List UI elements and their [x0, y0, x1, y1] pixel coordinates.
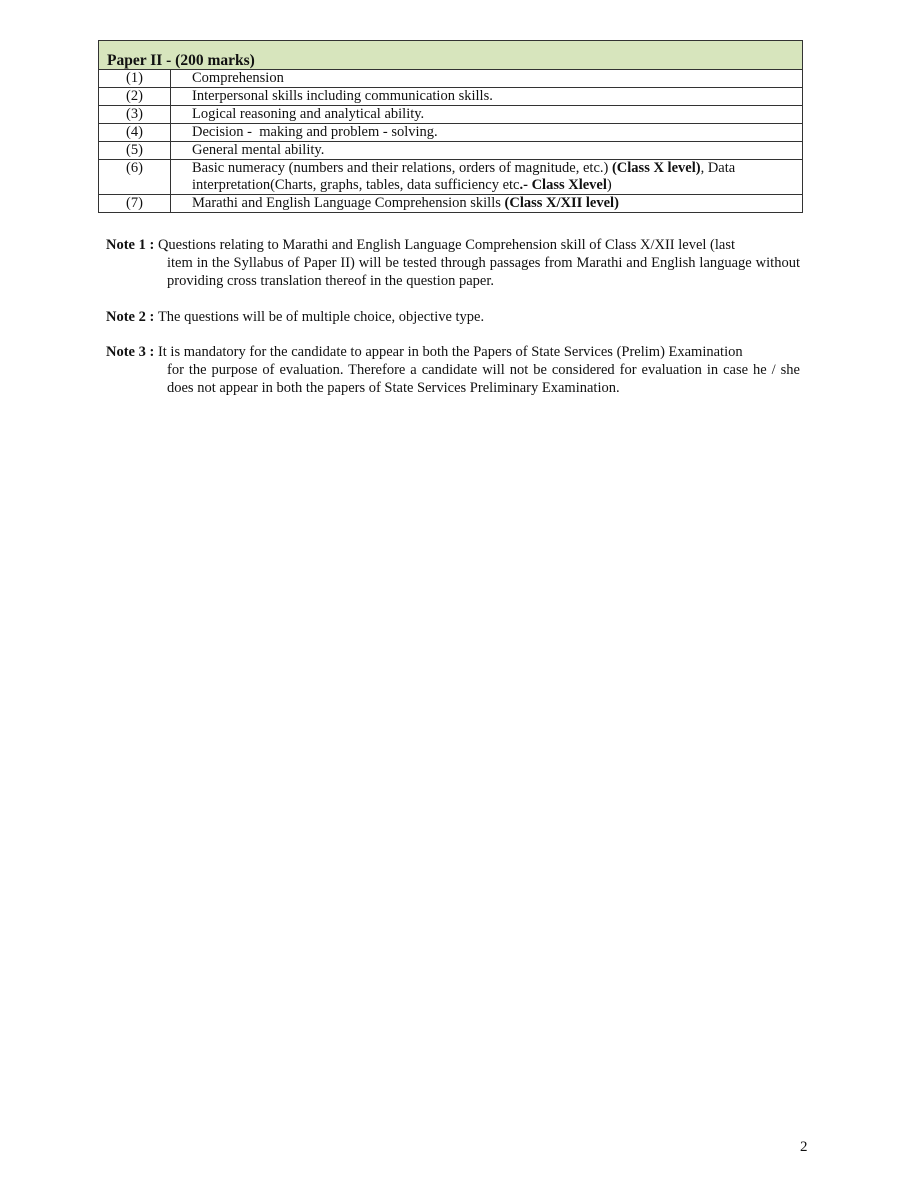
row-text-part: , Data interpretation(Charts, graphs, tables, data sufficiency etc: [192, 160, 736, 193]
note-continuation: for the purpose of evaluation. Therefore a candidate will not be considered for evaluation in case he / she does not appear in both the papers of State Services Preliminary Examination.: [167, 362, 800, 397]
row-text: Logical reasoning and analytical ability.: [171, 106, 803, 124]
row-text: General mental ability.: [171, 142, 803, 160]
note-1: [106, 236, 800, 291]
note-continuation: item in the Syllabus of Paper II) will be tested through passages from Marathi and English language without providing cross translation thereof in the question paper.: [167, 255, 800, 290]
row-number: (3): [99, 106, 171, 124]
page-number: 2: [800, 1139, 808, 1155]
row-number: (1): [99, 70, 171, 88]
row-number: (6): [99, 160, 171, 195]
note-first-line: Questions relating to Marathi and English Language Comprehension skill of Class X/XII level (last: [157, 237, 736, 253]
note-first-line: It is mandatory for the candidate to appear in both the Papers of State Services (Prelim) Examination: [157, 344, 743, 360]
row-text-part: Marathi and English Language Comprehension skills: [192, 195, 505, 211]
row-number: (2): [99, 88, 171, 106]
table-row: [99, 124, 803, 142]
table-row: [99, 70, 803, 88]
row-number: (7): [99, 195, 171, 213]
note-text: The questions will be of multiple choice, objective type.: [157, 309, 485, 325]
row-text-part: ): [606, 177, 612, 193]
note-2: [106, 308, 800, 326]
row-text: Decision - making and problem - solving.: [171, 124, 803, 142]
note-label: Note 3 :: [106, 344, 158, 360]
table-row: [99, 142, 803, 160]
row-text: [171, 160, 803, 195]
level-label: (Class X level): [611, 160, 701, 176]
table-header: Paper II - (200 marks): [99, 41, 803, 70]
row-text: [171, 195, 803, 213]
table-header-row: [99, 41, 803, 70]
table-row: [99, 88, 803, 106]
row-text: Comprehension: [171, 70, 803, 88]
row-number: (4): [99, 124, 171, 142]
level-label: .- Class Xlevel: [519, 177, 607, 193]
note-label: Note 1 :: [106, 237, 158, 253]
note-label: Note 2 :: [106, 309, 158, 325]
level-label: (Class X/XII level): [504, 195, 619, 211]
row-number: (5): [99, 142, 171, 160]
row-text: Interpersonal skills including communication skills.: [171, 88, 803, 106]
table-row: [99, 106, 803, 124]
table-row: [99, 160, 803, 195]
row-text-part: Basic numeracy (numbers and their relations, orders of magnitude, etc.): [192, 160, 612, 176]
syllabus-table: [98, 40, 803, 213]
note-3: [106, 343, 800, 398]
table-row: [99, 195, 803, 213]
